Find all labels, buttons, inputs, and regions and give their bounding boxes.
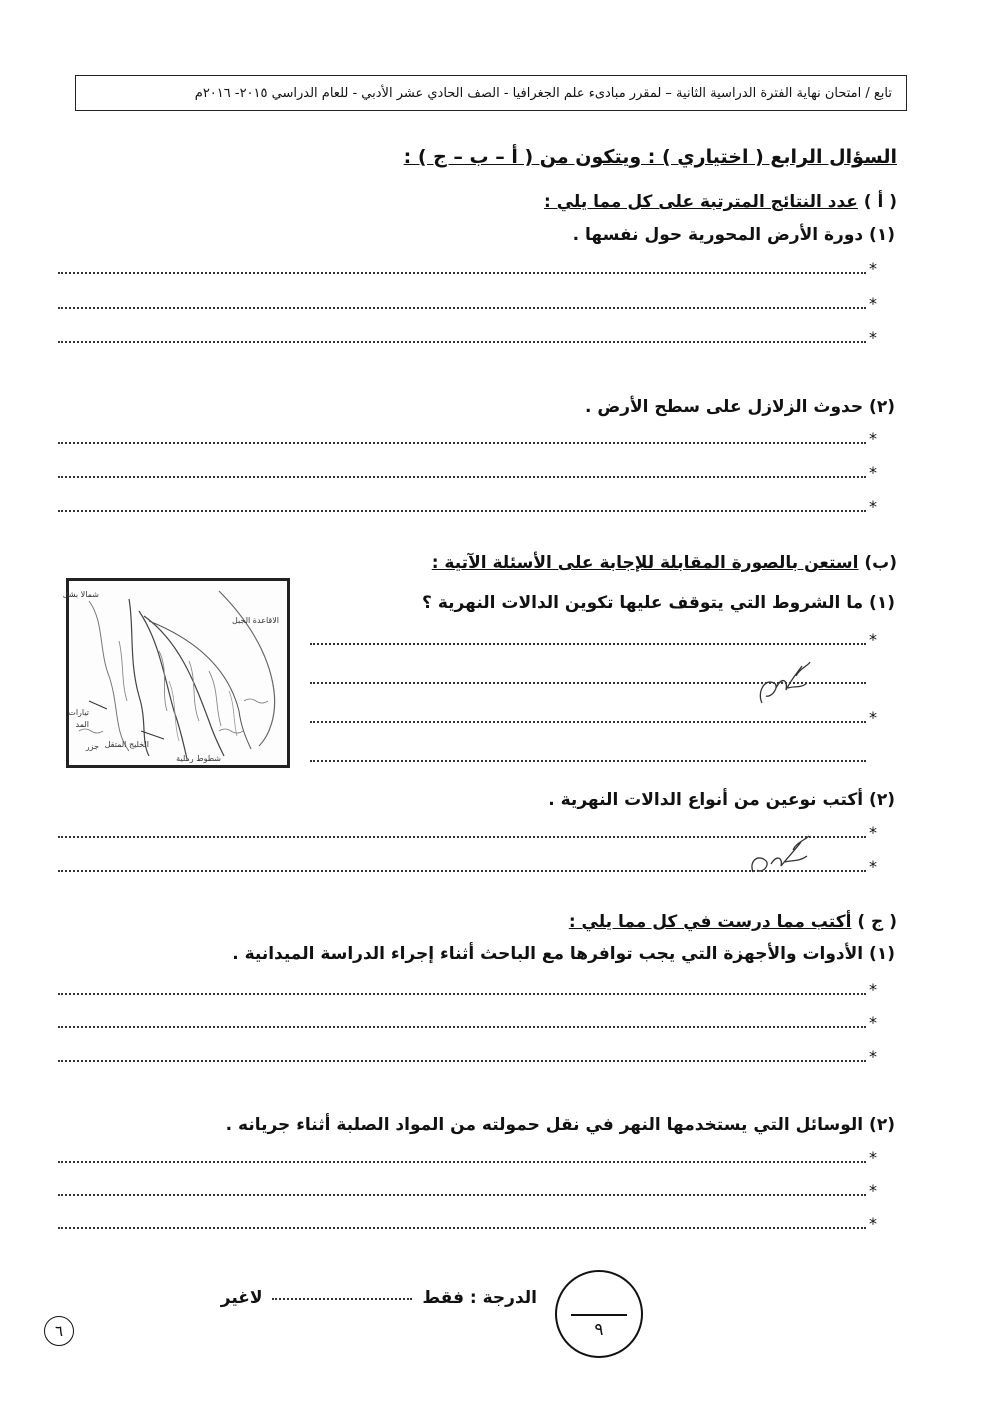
- bullet-star: *: [869, 294, 877, 313]
- map-label-left-1: تيارات: [68, 708, 89, 717]
- section-c-heading: أكتب مما درست في كل مما يلي :: [568, 912, 852, 932]
- bullet-star: *: [869, 823, 877, 842]
- section-b-item-1: (١) ما الشروط التي يتوقف عليها تكوين الدالات النهرية ؟: [422, 593, 895, 613]
- answer-line[interactable]: [58, 463, 880, 482]
- grade-blank[interactable]: [272, 1297, 412, 1300]
- answer-line[interactable]: [58, 1214, 880, 1233]
- section-a-prefix: ( أ ): [857, 192, 897, 212]
- answer-line[interactable]: [58, 497, 880, 516]
- answer-line[interactable]: [310, 750, 880, 764]
- section-c-item-2: (٢) الوسائل التي يستخدمها النهر في نقل حمولته من المواد الصلبة أثناء جريانه .: [225, 1115, 895, 1135]
- page-number: ٦: [44, 1316, 74, 1346]
- exam-header-text: تابع / امتحان نهاية الفترة الدراسية الثانية – لمقرر مبادىء علم الجغرافيا - الصف الحادي عشر الأدبي - للعام الدراسي ٢٠١٥- ٢٠١٦م: [194, 85, 892, 101]
- exam-header: [75, 75, 907, 111]
- section-a-heading: عدد النتائج المترتبة على كل مما يلي :: [543, 192, 858, 212]
- bullet-star: *: [869, 429, 877, 448]
- section-a-title: [544, 192, 897, 212]
- section-c-prefix: ( ج ): [851, 912, 897, 932]
- map-label-left-2: المد: [75, 720, 89, 729]
- section-a-item-1: (١) دورة الأرض المحورية حول نفسها .: [572, 225, 895, 245]
- bullet-star: *: [869, 1013, 877, 1032]
- section-c-item-1: (١) الأدوات والأجهزة التي يجب توافرها مع الباحث أثناء إجراء الدراسة الميدانية .: [232, 944, 895, 964]
- answer-line[interactable]: [58, 1047, 880, 1066]
- bullet-star: *: [869, 980, 877, 999]
- section-b-item-2: (٢) أكتب نوعين من أنواع الدالات النهرية .: [548, 790, 895, 810]
- answer-line[interactable]: [58, 294, 880, 313]
- section-b-prefix: (ب): [858, 553, 897, 573]
- map-label-bottom-1: الخليج المتقل: [104, 740, 149, 749]
- map-label-bottom-2: شطوط رملية: [176, 754, 221, 763]
- delta-map-drawing: [62, 581, 287, 765]
- bullet-star: *: [869, 1181, 877, 1200]
- handwritten-signature: [752, 658, 816, 708]
- river-delta-map: [62, 578, 290, 768]
- answer-line[interactable]: [58, 980, 880, 999]
- bullet-star: *: [869, 857, 877, 876]
- grade-row: [221, 1288, 537, 1308]
- answer-line[interactable]: [58, 1013, 880, 1032]
- map-label-top-right: الاقاعدة الجبل: [231, 616, 279, 625]
- answer-line[interactable]: [58, 429, 880, 448]
- grade-suffix: لاغير: [220, 1288, 263, 1308]
- bullet-star: *: [869, 259, 877, 278]
- bullet-star: *: [869, 463, 877, 482]
- grade-label: الدرجة : فقط: [422, 1288, 537, 1308]
- bullet-star: *: [869, 497, 877, 516]
- question-title: السؤال الرابع ( اختياري ) : ويتكون من ( أ – ب – ج ) :: [403, 146, 897, 168]
- map-label-top-left: شمالا بشل: [62, 590, 99, 599]
- map-label-left-3: جزر: [85, 742, 99, 751]
- grade-circle: [555, 1270, 643, 1358]
- answer-line[interactable]: [310, 630, 880, 649]
- answer-line[interactable]: [58, 1148, 880, 1167]
- bullet-star: *: [869, 1047, 877, 1066]
- answer-line[interactable]: [58, 259, 880, 278]
- answer-line[interactable]: [58, 328, 880, 347]
- bullet-star: *: [869, 708, 877, 727]
- grade-max: ٩: [594, 1320, 604, 1340]
- section-b-title: [432, 553, 897, 573]
- answer-line[interactable]: [310, 708, 880, 727]
- bullet-star: *: [869, 328, 877, 347]
- answer-line[interactable]: [58, 1181, 880, 1200]
- section-c-title: [569, 912, 897, 932]
- bullet-star: *: [869, 1148, 877, 1167]
- section-a-item-2: (٢) حدوث الزلازل على سطح الأرض .: [584, 397, 895, 417]
- section-b-heading: استعن بالصورة المقابلة للإجابة على الأسئلة الآتية :: [431, 553, 859, 573]
- bullet-star: *: [869, 630, 877, 649]
- grade-fraction-line: [571, 1314, 627, 1316]
- handwritten-signature: [745, 832, 815, 878]
- bullet-star: *: [869, 1214, 877, 1233]
